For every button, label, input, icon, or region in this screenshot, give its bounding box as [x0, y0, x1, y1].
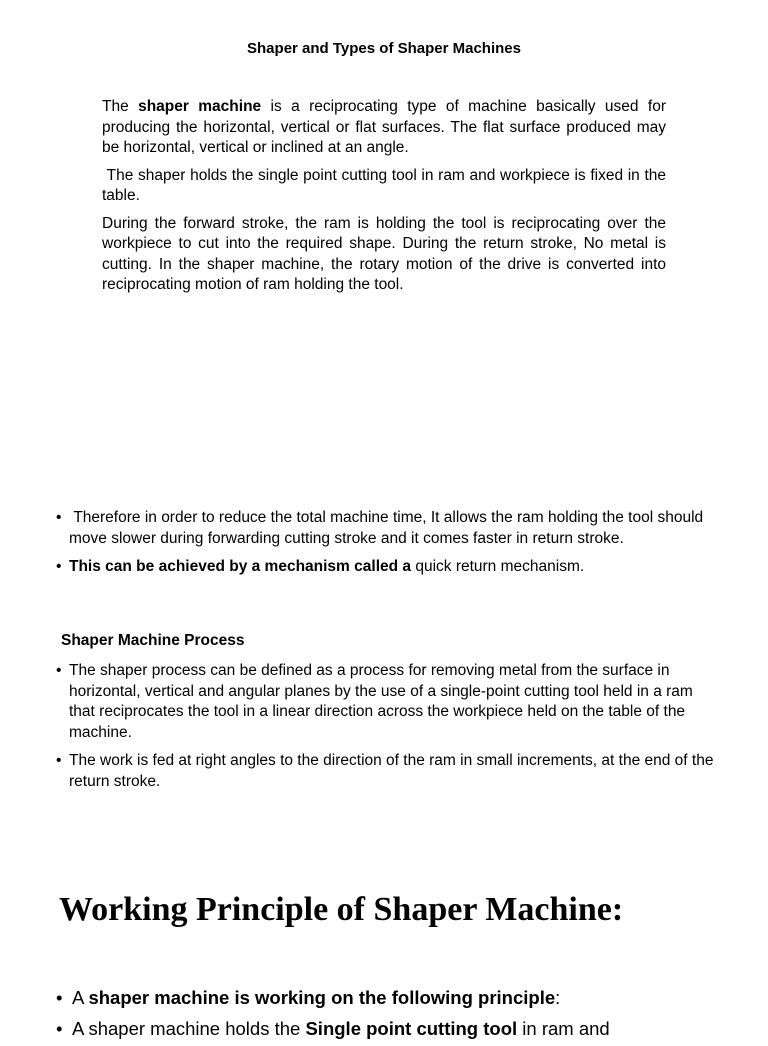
bullet-bold-text: This can be achieved by a mechanism called a: [69, 558, 412, 575]
list-item: • A shaper machine is working on the following principle:: [56, 984, 756, 1011]
intro-paragraph-1: The shaper machine is a reciprocating type of machine basically used for producing the horizontal, vertical or flat surfaces. The flat surface produced may be horizontal, vertical or inclined at an angle.: [102, 98, 666, 156]
list-item: [56, 751, 716, 792]
bullet-icon: •: [56, 752, 62, 769]
bullet-bold-text: shaper machine is working on the following principle: [88, 987, 556, 1008]
bullet-icon: •: [56, 509, 62, 526]
process-bullet-list: [56, 661, 716, 800]
working-principle-heading: Working Principle of Shaper Machine:: [59, 891, 624, 928]
bullet-icon: •: [56, 558, 62, 575]
intro-paragraph-3: During the forward stroke, the ram is holding the tool is reciprocating over the workpiece to cut into the required shape. During the return stroke, No metal is cutting. In the shaper machine, the rotary motion of the drive is converted into reciprocating motion of ram holding the tool.: [102, 214, 666, 293]
bullet-bold-text: Single point cutting tool: [305, 1018, 518, 1039]
bullet-text: The work is fed at right angles to the direction of the ram in small increments, at the end of the return stroke.: [69, 752, 714, 790]
intro-paragraph-2: The shaper holds the single point cutting tool in ram and workpiece is fixed in the table.: [102, 166, 671, 204]
list-item: • A shaper machine holds the Single point cutting tool in ram and: [56, 1015, 756, 1042]
bullet-text: The shaper process can be defined as a process for removing metal from the surface in horizontal, vertical and angular planes by the use of a single-point cutting tool held in a ram that reciprocates the tool in a linear direction across the workpiece held on the table of the machine.: [69, 662, 693, 741]
intro-section: [102, 97, 671, 303]
list-item: [56, 661, 716, 743]
working-principle-bullet-list: [56, 984, 756, 1046]
quick-return-bullet-list: [56, 508, 716, 586]
shaper-machine-term: shaper machine: [138, 98, 262, 115]
document-title: Shaper and Types of Shaper Machines: [247, 40, 521, 57]
bullet-text: Therefore in order to reduce the total machine time, It allows the ram holding the tool should move slower during forwarding cutting stroke and it comes faster in return stroke.: [69, 509, 708, 547]
bullet-text: quick return mechanism.: [411, 558, 585, 575]
bullet-icon: •: [56, 987, 63, 1008]
bullet-icon: •: [56, 1018, 63, 1039]
bullet-icon: •: [56, 662, 62, 679]
process-heading: Shaper Machine Process: [61, 632, 245, 649]
list-item: [56, 508, 716, 549]
list-item: [56, 557, 716, 578]
